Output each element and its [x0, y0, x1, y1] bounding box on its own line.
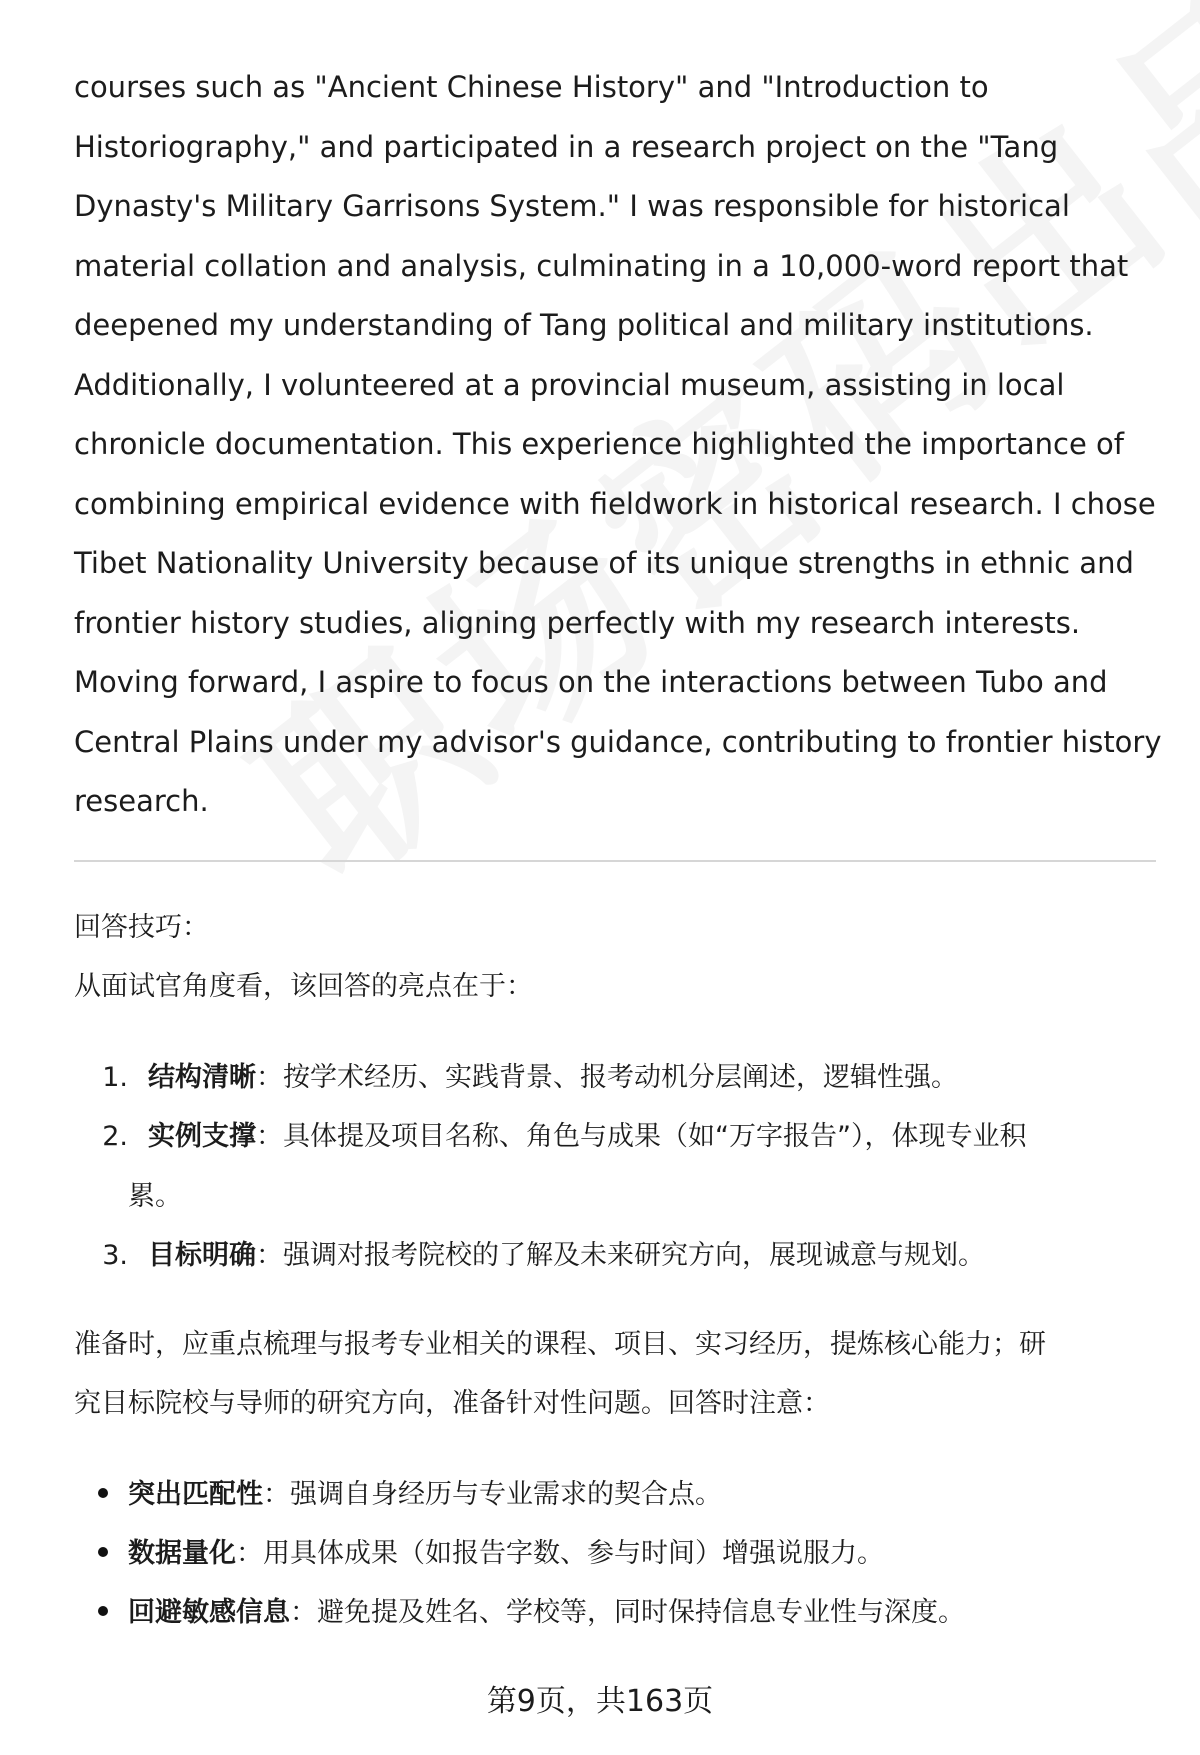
essay-line: deepened my understanding of Tang political and military institutions.	[74, 308, 1094, 342]
bullet-icon	[98, 1488, 108, 1498]
note-text: ：避免提及姓名、学校等，同时保持信息专业性与深度。	[290, 1597, 965, 1628]
list-number: 1.	[102, 1062, 128, 1093]
highlight-label: 结构清晰	[148, 1062, 256, 1093]
bullet-icon	[98, 1547, 108, 1557]
note-text: ：用具体成果（如报告字数、参与时间）增强说服力。	[236, 1538, 884, 1569]
essay-paragraph	[74, 58, 1162, 832]
highlight-label: 实例支撑	[148, 1121, 256, 1152]
essay-line: Dynasty's Military Garrisons System." I was responsible for historical	[74, 189, 1070, 223]
list-number: 2.	[102, 1121, 128, 1152]
essay-line: frontier history studies, aligning perfectly with my research interests.	[74, 605, 1081, 640]
note-label: 突出匹配性	[128, 1479, 263, 1510]
note-label: 数据量化	[128, 1538, 236, 1569]
list-number: 3.	[102, 1240, 128, 1271]
essay-line: material collation and analysis, culminating in a 10,000-word report that	[74, 248, 1129, 283]
essay-line: chronicle documentation. This experience highlighted the importance of	[74, 427, 1124, 461]
bullet-icon	[98, 1606, 108, 1616]
highlight-item	[74, 1055, 958, 1094]
essay-line: Additionally, I volunteered at a provincial museum, assisting in local	[74, 367, 1065, 402]
highlight-text: ：强调对报考院校的了解及未来研究方向，展现诚意与规划。	[256, 1240, 985, 1271]
tips-title: 回答技巧：	[74, 912, 209, 943]
highlight-text: ：具体提及项目名称、角色与成果（如“万字报告”），体现专业积	[256, 1121, 1027, 1152]
highlight-label: 目标明确	[148, 1240, 256, 1271]
essay-line: Tibet Nationality University because of its unique strengths in ethnic and	[74, 546, 1134, 580]
highlight-text: ：按学术经历、实践背景、报考动机分层阐述，逻辑性强。	[256, 1062, 958, 1093]
essay-line: courses such as "Ancient Chinese History" and "Introduction to	[74, 70, 989, 104]
prep-paragraph-line: 准备时，应重点梳理与报考专业相关的课程、项目、实习经历，提炼核心能力；研	[74, 1329, 1046, 1360]
note-item	[98, 1531, 884, 1570]
highlight-item	[74, 1114, 1026, 1153]
prep-paragraph-line: 究目标院校与导师的研究方向，准备针对性问题。回答时注意：	[74, 1388, 830, 1419]
highlight-text-continued: 累。	[128, 1181, 182, 1212]
essay-line: Central Plains under my advisor's guidance, contributing to frontier history	[74, 724, 1162, 759]
tips-intro: 从面试官角度看，该回答的亮点在于：	[74, 971, 533, 1002]
highlight-item	[74, 1233, 985, 1272]
page-number-footer: 第9页，共163页	[486, 1684, 714, 1719]
essay-line: Moving forward, I aspire to focus on the interactions between Tubo and	[74, 665, 1108, 699]
section-divider	[74, 860, 1156, 862]
note-item	[98, 1472, 722, 1511]
essay-line: research.	[74, 784, 209, 818]
note-text: ：强调自身经历与专业需求的契合点。	[263, 1479, 722, 1510]
essay-line: combining empirical evidence with fieldwork in historical research. I chose	[74, 486, 1156, 521]
note-label: 回避敏感信息	[128, 1597, 290, 1628]
essay-line: Historiography," and participated in a research project on the "Tang	[74, 129, 1059, 164]
note-item	[98, 1590, 965, 1629]
